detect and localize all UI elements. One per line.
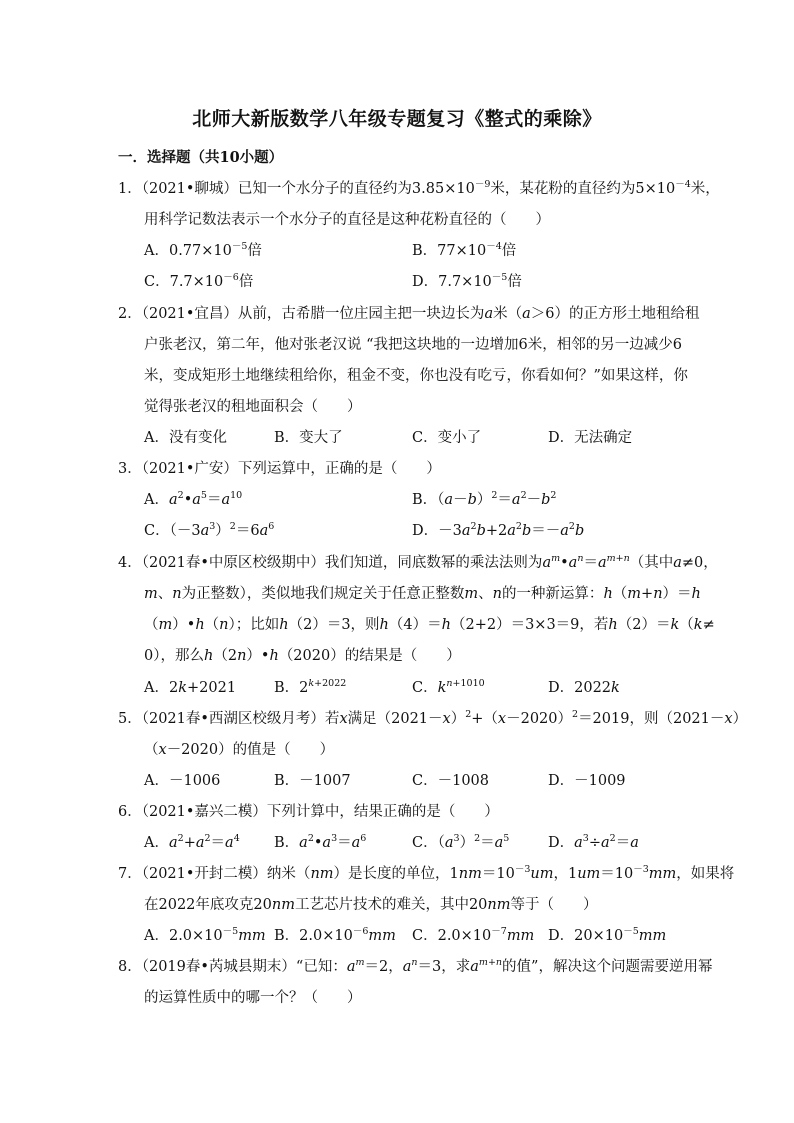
question-4-option-c[interactable]: C．$k^{n+1010}$ — [412, 678, 485, 696]
question-7-option-c[interactable]: C．$2.0\times 10^{-7}mm$ — [412, 926, 535, 944]
question-3-option-d[interactable]: D．$-3a^2b+2a^2b=-a^2b$ — [412, 521, 585, 539]
question-4-option-a[interactable]: A．2k+2021 — [144, 680, 237, 696]
question-8-line-1: 8．（2019春•芮城县期末）“已知：$a^m=2$，$a^n=3$，求$a^{m+n}$的值”，解决这个问题需要逆用幂 — [118, 957, 713, 975]
question-2-option-b[interactable]: B．变大了 — [274, 430, 343, 446]
question-5-option-b[interactable]: B．－1007 — [274, 773, 351, 789]
question-7-line-2: 在2022年底攻克20nm工艺芯片技术的难关，其中20nm等于（ ） — [144, 897, 598, 913]
question-1-line-2: 用科学记数法表示一个水分子的直径是这种花粉直径的（ ） — [144, 212, 550, 228]
question-6-option-d[interactable]: D．$a^3\div a^2=a$ — [548, 833, 639, 851]
question-4-line-2: m、n为正整数），类似地我们规定关于任意正整数m、n的一种新运算：h（m+n）＝h — [144, 586, 701, 602]
question-1-option-b[interactable]: B．$77\times 10^{-4}$倍 — [412, 241, 517, 259]
question-7-option-d[interactable]: D．$20\times 10^{-5}mm$ — [548, 926, 667, 944]
question-3-option-a[interactable]: A．$a^2•a^5=a^{10}$ — [144, 490, 243, 508]
question-1-option-d[interactable]: D．$7.7\times 10^{-5}$倍 — [412, 272, 522, 290]
question-2-option-d[interactable]: D．无法确定 — [548, 430, 633, 446]
question-7-line-1: 7．（2021•开封二模）纳米（nm）是长度的单位，$1nm=10^{-3}um$，$1um=10^{-3}mm$，如果将 — [118, 864, 735, 882]
question-3-line-1: 3．（2021•广安）下列运算中，正确的是（ ） — [118, 461, 441, 477]
question-4-line-3: （m）•h（n）；比如h（2）＝3，则h（4）＝h（2+2）＝3×3＝9，若h（2）＝k（k≠ — [144, 617, 715, 633]
question-4-option-b[interactable]: B．$2^{k+2022}$ — [274, 678, 347, 696]
question-6-line-1: 6．（2021•嘉兴二模）下列计算中，结果正确的是（ ） — [118, 804, 499, 820]
question-8-line-2: 的运算性质中的哪一个？（ ） — [144, 990, 362, 1006]
question-3-option-c[interactable]: C．$(-3a^3)^2=6a^6$ — [144, 521, 275, 539]
question-2-option-c[interactable]: C．变小了 — [412, 430, 482, 446]
question-5-line-1: 5．（2021春•西湖区校级月考）若x满足$(2021-x)^2+(x-2020)^2=2019$，则（2021－x） — [118, 709, 748, 727]
question-2-line-3: 米，变成矩形土地继续租给你，租金不变，你也没有吃亏，你看如何？”如果这样，你 — [144, 368, 688, 384]
question-5-option-a[interactable]: A．－1006 — [144, 773, 221, 789]
question-6-option-b[interactable]: B．$a^2•a^3=a^6$ — [274, 833, 367, 851]
question-4-line-4: 0），那么h（2n）•h（2020）的结果是（ ） — [144, 648, 461, 664]
question-7-option-a[interactable]: A．$2.0\times 10^{-5}mm$ — [144, 926, 266, 944]
question-2-line-4: 觉得张老汉的租地面积会（ ） — [144, 399, 362, 415]
question-3-option-b[interactable]: B．$(a-b)^2=a^2-b^2$ — [412, 490, 557, 508]
question-6-option-a[interactable]: A．$a^2+a^2=a^4$ — [144, 833, 240, 851]
question-5-line-2: （x－2020）的值是（ ） — [144, 742, 335, 758]
question-2-line-1: 2．（2021•宜昌）从前，古希腊一位庄园主把一块边长为a米（a＞6）的正方形土地租给租 — [118, 306, 700, 322]
question-6-option-c[interactable]: C．$(a^3)^2=a^5$ — [412, 833, 510, 851]
question-5-option-c[interactable]: C．－1008 — [412, 773, 489, 789]
question-2-line-2: 户张老汉，第二年，他对张老汉说 “我把这块地的一边增加6米，相邻的另一边减少6 — [144, 337, 682, 353]
question-2-option-a[interactable]: A．没有变化 — [144, 430, 227, 446]
section-heading: 一．选择题（共10小题） — [118, 149, 284, 166]
page-title: 北师大新版数学八年级专题复习《整式的乘除》 — [192, 108, 602, 130]
question-5-option-d[interactable]: D．－1009 — [548, 773, 626, 789]
question-7-option-b[interactable]: B．$2.0\times 10^{-6}mm$ — [274, 926, 396, 944]
question-1-option-c[interactable]: C．$7.7\times 10^{-6}$倍 — [144, 272, 254, 290]
question-4-line-1: 4．（2021春•中原区校级期中）我们知道，同底数幂的乘法法则为$a^m•a^n=a^{m+n}$（其中a≠0， — [118, 553, 718, 571]
question-1-option-a[interactable]: A．$0.77\times 10^{-5}$倍 — [144, 241, 262, 259]
question-1-line-1: 1．（2021•聊城）已知一个水分子的直径约为$3.85\times 10^{-9}$米，某花粉的直径约为$5\times 10^{-4}$米， — [118, 179, 720, 197]
question-4-option-d[interactable]: D．2022k — [548, 680, 620, 696]
